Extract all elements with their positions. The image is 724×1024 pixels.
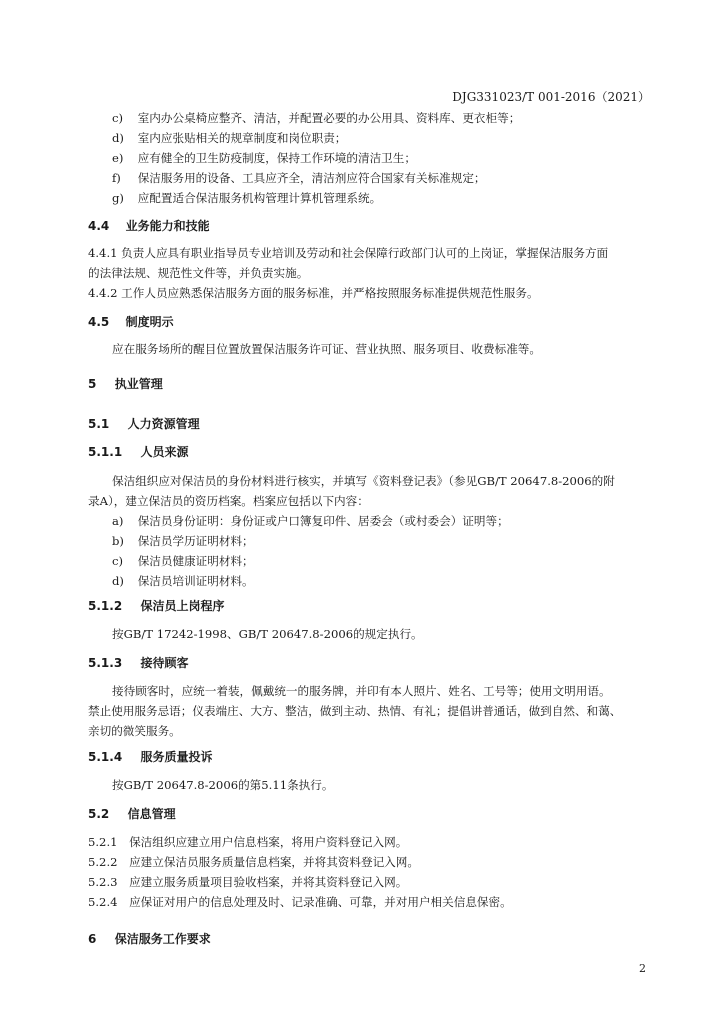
- list-item-text: 室内应张贴相关的规章制度和岗位职责；: [137, 131, 347, 145]
- section-heading: [88, 217, 210, 234]
- list-item: [112, 108, 520, 128]
- list-item-label: b): [112, 534, 124, 548]
- section-number: 4.4: [88, 219, 110, 233]
- section-heading: [88, 415, 200, 432]
- list-item-label: c): [112, 111, 124, 125]
- paragraph-line: 接待顾客时，应统一着装，佩戴统一的服务牌，并印有本人照片、姓名、工号等；使用文明用语。: [112, 684, 611, 698]
- page-number: 2: [639, 962, 646, 975]
- list-item: [112, 571, 254, 591]
- list-item-text: 保洁员学历证明材料；: [137, 534, 254, 548]
- standard-code-header: DJG331023/T 001-2016（2021）: [452, 90, 650, 104]
- chapter-heading: [88, 930, 211, 947]
- section-number: 5: [88, 377, 97, 391]
- paragraph-line: 保洁组织应对保洁员的身份材料进行核实，并填写《资料登记表》（参见GB/T 20647.8-2006的附: [112, 474, 615, 488]
- list-item-text: 保洁员培训证明材料。: [137, 574, 254, 588]
- section-title: 执业管理: [114, 377, 163, 391]
- list-item-label: f): [112, 171, 121, 185]
- list-item: [112, 551, 254, 571]
- section-heading: [88, 313, 174, 330]
- section-number: 5.1.4: [88, 750, 123, 764]
- paragraph-line: 亲切的微笑服务。: [88, 724, 181, 738]
- paragraph-line: 4.4.2 工作人员应熟悉保洁服务方面的服务标准，并严格按照服务标准提供规范性服务。: [88, 286, 539, 300]
- section-heading: [88, 443, 189, 460]
- paragraph-line: 5.2.4 应保证对用户的信息处理及时、记录准确、可靠，并对用户相关信息保密。: [88, 895, 512, 909]
- list-item-label: d): [112, 574, 124, 588]
- list-item-label: e): [112, 151, 124, 165]
- list-item-label: c): [112, 554, 124, 568]
- list-item: [112, 148, 416, 168]
- list-item-text: 保洁服务用的设备、工具应齐全，清洁剂应符合国家有关标准规定；: [137, 171, 486, 185]
- list-item: [112, 531, 254, 551]
- section-heading: [88, 805, 176, 822]
- paragraph-line: 禁止使用服务忌语；仪表端庄、大方、整洁，做到主动、热情、有礼；提倡讲普通话，做到自然、和蔼、: [88, 704, 622, 718]
- list-item-label: d): [112, 131, 124, 145]
- section-title: 信息管理: [127, 807, 176, 821]
- chapter-heading: [88, 375, 163, 392]
- paragraph-line: 5.2.3 应建立服务质量项目验收档案，并将其资料登记入网。: [88, 875, 408, 889]
- section-title: 保洁服务工作要求: [114, 932, 211, 946]
- list-item: [112, 511, 509, 531]
- section-number: 4.5: [88, 315, 110, 329]
- section-number: 5.1.2: [88, 599, 123, 613]
- list-item: [112, 128, 346, 148]
- section-heading: [88, 748, 213, 765]
- section-heading: [88, 597, 225, 614]
- list-item-text: 应配置适合保洁服务机构管理计算机管理系统。: [137, 191, 382, 205]
- list-item: [112, 168, 486, 188]
- section-number: 5.2: [88, 807, 110, 821]
- section-title: 接待顾客: [140, 656, 189, 670]
- list-item-text: 保洁员身份证明：身份证或户口簿复印件、居委会（或村委会）证明等；: [137, 514, 509, 528]
- list-item-label: a): [112, 514, 124, 528]
- list-item-text: 应有健全的卫生防疫制度，保持工作环境的清洁卫生；: [137, 151, 416, 165]
- paragraph-line: 按GB/T 20647.8-2006的第5.11条执行。: [112, 778, 334, 792]
- list-item-text: 保洁员健康证明材料；: [137, 554, 254, 568]
- list-item-text: 室内办公桌椅应整齐、清洁，并配置必要的办公用具、资料库、更衣柜等；: [137, 111, 521, 125]
- paragraph-line: 4.4.1 负责人应具有职业指导员专业培训及劳动和社会保障行政部门认可的上岗证，掌握保洁服务方面: [88, 246, 609, 260]
- section-title: 人力资源管理: [127, 417, 200, 431]
- paragraph-line: 应在服务场所的醒目位置放置保洁服务许可证、营业执照、服务项目、收费标准等。: [112, 342, 541, 356]
- list-item-label: g): [112, 191, 124, 205]
- section-title: 人员来源: [140, 445, 189, 459]
- paragraph-line: 5.2.1 保洁组织应建立用户信息档案，将用户资料登记入网。: [88, 835, 408, 849]
- paragraph-line: 的法律法规、规范性文件等，并负责实施。: [88, 266, 309, 280]
- section-heading: [88, 654, 189, 671]
- section-number: 5.1.3: [88, 656, 123, 670]
- paragraph-line: 录A），建立保洁员的资历档案。档案应包括以下内容：: [88, 494, 369, 508]
- section-title: 业务能力和技能: [125, 219, 210, 233]
- section-title: 服务质量投诉: [140, 750, 213, 764]
- paragraph-line: 5.2.2 应建立保洁员服务质量信息档案，并将其资料登记入网。: [88, 855, 419, 869]
- section-title: 制度明示: [125, 315, 174, 329]
- section-number: 6: [88, 932, 97, 946]
- section-title: 保洁员上岗程序: [140, 599, 225, 613]
- list-item: [112, 188, 381, 208]
- section-number: 5.1: [88, 417, 110, 431]
- paragraph-line: 按GB/T 17242-1998、GB/T 20647.8-2006的规定执行。: [112, 627, 423, 641]
- section-number: 5.1.1: [88, 445, 123, 459]
